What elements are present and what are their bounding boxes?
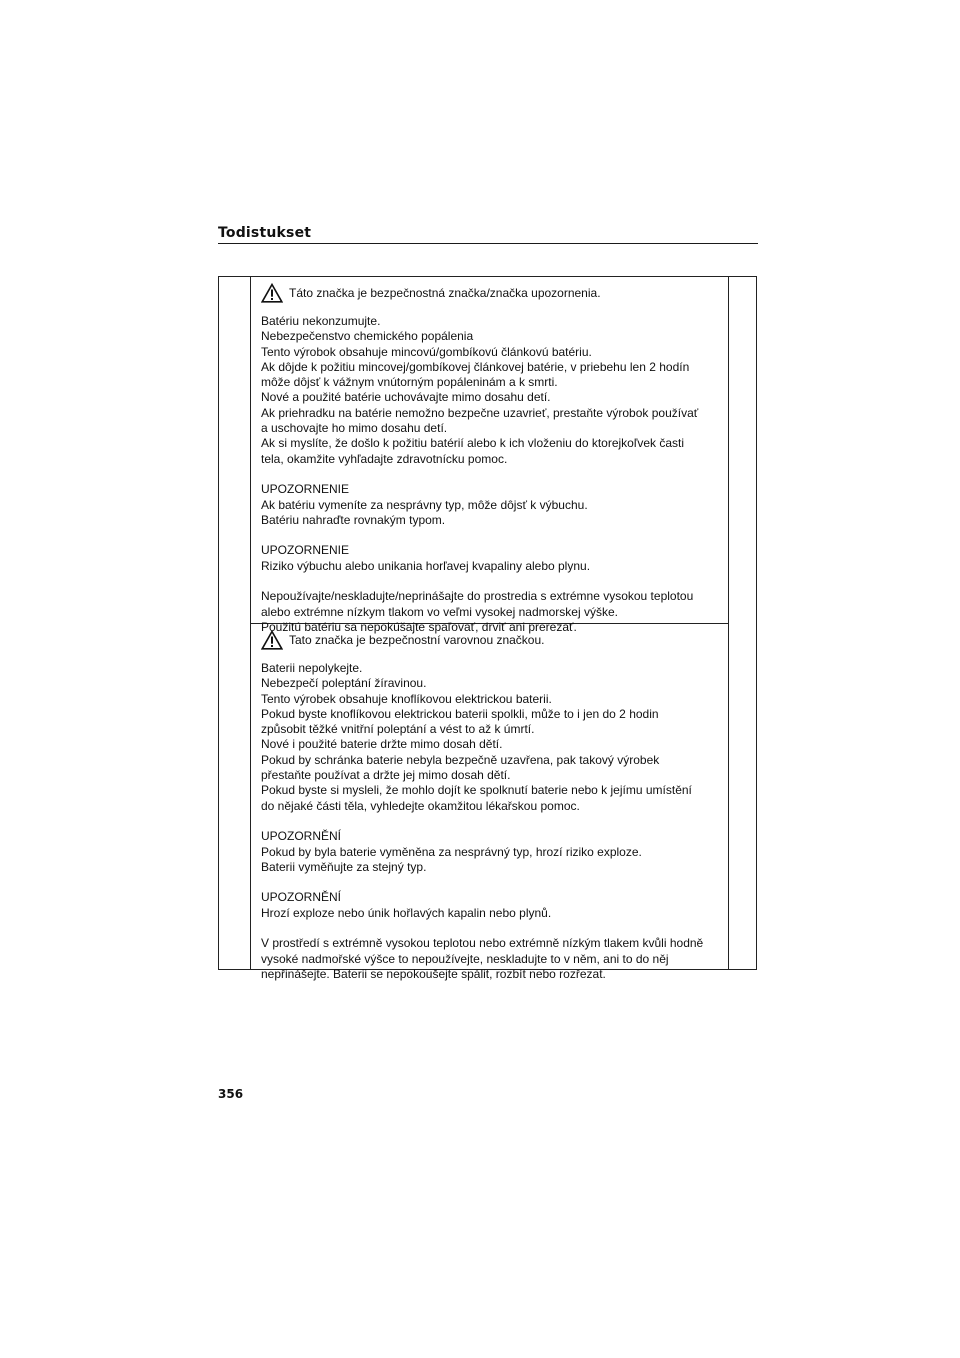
text-line: Ak batériu vymeníte za nesprávny typ, môže dôjsť k výbuchu. — [261, 497, 588, 512]
warning-paragraphs — [261, 661, 720, 982]
text-line: UPOZORNĚNÍ — [261, 890, 342, 905]
text-line: V prostředí s extrémně vysokou teplotou nebo extrémně nízkým tlakem kvůli hodně — [261, 936, 704, 951]
text-line: Ak priehradku na batérie nemožno bezpečne uzavrieť, prestaňte výrobok používať — [261, 405, 699, 420]
text-line: Baterii vyměňujte za stejný typ. — [261, 859, 427, 874]
text-line: Batériu nahraďte rovnakým typom. — [261, 512, 446, 527]
text-line: Ak dôjde k požitiu mincovej/gombíkovej článkovej batérie, v priebehu len 2 hodín — [261, 359, 690, 374]
page-number: 356 — [218, 1087, 244, 1101]
text-line: UPOZORNENIE — [261, 482, 350, 497]
warning-line: Táto značka je bezpečnostná značka/značka upozornenia. — [289, 286, 601, 301]
warning-paragraph — [261, 890, 720, 921]
warning-heading — [261, 283, 720, 303]
page-title: Todistukset — [218, 225, 312, 241]
text-line: nepřinášejte. Baterii se nepokoušejte spálit, rozbít nebo rozřezat. — [261, 966, 606, 981]
text-line: Použitú batériu sa nepokúšajte spaľovať, drviť ani prerezať. — [261, 619, 577, 634]
text-line: vysoké nadmořské výšce to nepoužívejte, neskladujte to v něm, ani to do něj — [261, 951, 669, 966]
text-line: Hrozí exploze nebo únik hořlavých kapalin nebo plynů. — [261, 905, 552, 920]
text-line: môže dôjsť k vážnym vnútorným popáleninám a k smrti. — [261, 375, 558, 390]
text-line: Nepoužívajte/neskladujte/neprinášajte do prostredia s extrémne vysokou teplotou — [261, 589, 694, 604]
warning-paragraph — [261, 936, 720, 982]
text-line: Batériu nekonzumujte. — [261, 314, 381, 328]
slovak-warning-cell — [251, 277, 728, 634]
text-line: alebo extrémne nízkym tlakom vo veľmi vysokej nadmorskej výške. — [261, 604, 618, 619]
warning-paragraph — [261, 543, 720, 574]
warning-heading — [261, 630, 720, 650]
text-line: Nebezpečí poleptání žíravinou. — [261, 676, 427, 691]
text-line: přestaňte používat a držte jej mimo dosah dětí. — [261, 768, 511, 783]
czech-warning-cell — [251, 624, 728, 981]
warning-paragraph — [261, 661, 720, 814]
text-line: Nové i použité baterie držte mimo dosah dětí. — [261, 737, 503, 752]
text-line: Riziko výbuchu alebo unikania horľavej kvapaliny alebo plynu. — [261, 558, 591, 573]
text-line: Pokud byste knoflíkovou elektrickou baterii spolkli, může to i jen do 2 hodin — [261, 706, 659, 721]
warning-paragraph — [261, 829, 720, 875]
text-line: UPOZORNĚNÍ — [261, 829, 342, 844]
text-line: a uschovajte ho mimo dosahu detí. — [261, 421, 448, 436]
text-line: Nové a použité batérie uchovávajte mimo dosahu detí. — [261, 390, 551, 405]
text-line: Tento výrobek obsahuje knoflíkovou elektrickou baterii. — [261, 691, 552, 706]
warning-paragraphs — [261, 314, 720, 635]
text-line: způsobit těžké vnitřní poleptání a vést to až k úmrtí. — [261, 722, 535, 737]
text-line: Baterii nepolykejte. — [261, 661, 363, 675]
text-line: Pokud by byla baterie vyměněna za nesprávný typ, hrozí riziko exploze. — [261, 844, 642, 859]
text-line: Pokud by schránka baterie nebyla bezpečně uzavřena, pak takový výrobek — [261, 752, 660, 767]
safety-notice-table — [218, 276, 757, 981]
warning-paragraph — [261, 482, 720, 528]
warning-line: Tato značka je bezpečnostní varovnou značkou. — [289, 633, 545, 648]
text-line: Tento výrobok obsahuje mincovú/gombíkovú článkovú batériu. — [261, 344, 592, 359]
page-header — [218, 225, 758, 244]
text-line: UPOZORNENIE — [261, 543, 350, 558]
warning-triangle-icon — [261, 283, 283, 303]
table-right-column-divider — [728, 277, 729, 969]
warning-triangle-icon — [261, 630, 283, 650]
text-line: Pokud byste si mysleli, že mohlo dojít ke spolknutí baterie nebo k jejímu umístění — [261, 783, 692, 798]
text-line: Nebezpečenstvo chemického popálenia — [261, 329, 474, 344]
text-line: tela, okamžite vyhľadajte zdravotnícku pomoc. — [261, 451, 508, 466]
warning-paragraph — [261, 314, 720, 467]
text-line: do nějaké části těla, vyhledejte okamžitou lékařskou pomoc. — [261, 798, 580, 813]
text-line: Ak si myslíte, že došlo k požitiu batérií alebo k ich vloženiu do ktorejkoľvek časti — [261, 436, 685, 451]
